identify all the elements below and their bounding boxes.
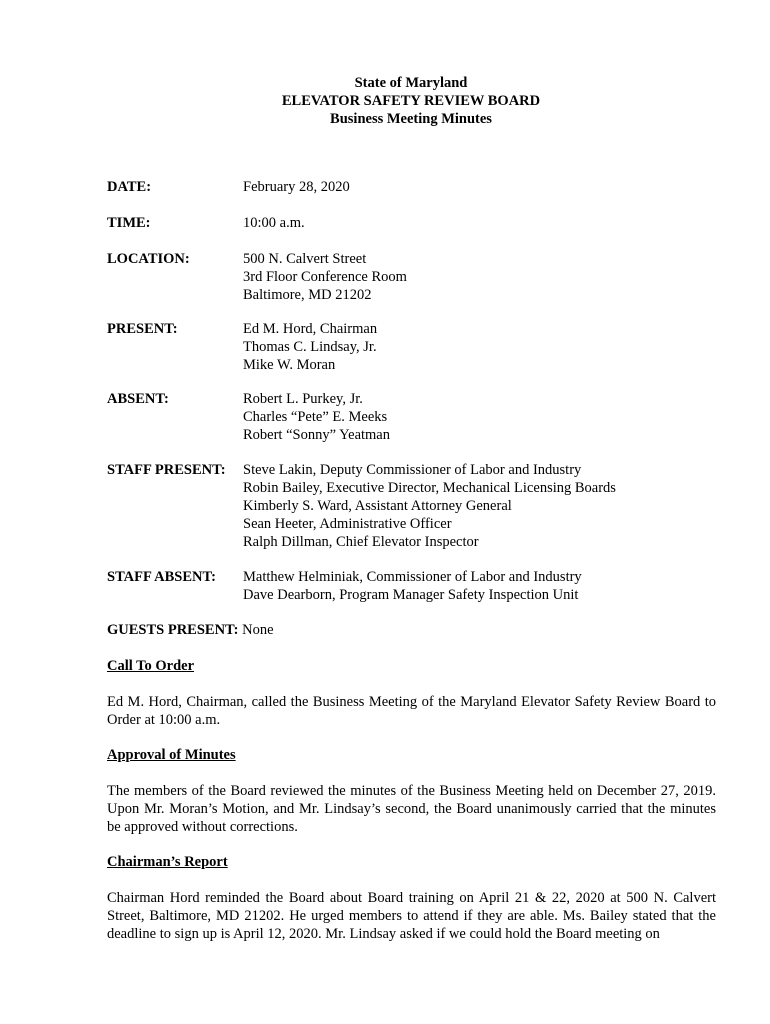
staff-absent-member: Dave Dearborn, Program Manager Safety Inspection Unit [243, 587, 579, 603]
field-date [107, 178, 727, 196]
approval-heading: Approval of Minutes [107, 747, 236, 763]
present-member: Mike W. Moran [243, 357, 336, 373]
field-staff-present [107, 461, 727, 551]
present-member: Thomas C. Lindsay, Jr. [243, 339, 377, 355]
staff-present-member: Robin Bailey, Executive Director, Mechanical Licensing Boards [243, 480, 616, 496]
field-location [107, 250, 727, 304]
absent-member: Robert “Sonny” Yeatman [243, 427, 390, 443]
absent-label: ABSENT: [107, 391, 169, 407]
absent-member: Charles “Pete” E. Meeks [243, 409, 388, 425]
staff-present-label: STAFF PRESENT: [107, 462, 226, 478]
present-member: Ed M. Hord, Chairman [243, 321, 378, 337]
header-title: Business Meeting Minutes [330, 111, 492, 127]
staff-absent-label: STAFF ABSENT: [107, 569, 216, 585]
chairman-report-body: Chairman Hord reminded the Board about Board training on April 21 & 22, 2020 at 500 N. Calvert Street, Baltimore, MD 21202. He urged members to attend if they are able. Ms. Bailey stated that the deadline to sign up is April 12, 2020. Mr. Lindsay asked if we could hold the Board meeting on [107, 890, 716, 942]
time-value: 10:00 a.m. [243, 215, 305, 231]
chairman-report-heading: Chairman’s Report [107, 854, 228, 870]
location-line: 3rd Floor Conference Room [243, 269, 407, 285]
staff-absent-member: Matthew Helminiak, Commissioner of Labor and Industry [243, 569, 582, 585]
header-state: State of Maryland [354, 75, 468, 91]
staff-present-member: Steve Lakin, Deputy Commissioner of Labor and Industry [243, 462, 582, 478]
staff-present-member: Sean Heeter, Administrative Officer [243, 516, 452, 532]
location-label: LOCATION: [107, 251, 190, 267]
field-staff-absent [107, 568, 727, 604]
absent-member: Robert L. Purkey, Jr. [243, 391, 363, 407]
present-label: PRESENT: [107, 321, 178, 337]
document-header [0, 74, 770, 128]
field-present [107, 320, 727, 374]
time-label: TIME: [107, 215, 151, 231]
approval-body: The members of the Board reviewed the minutes of the Business Meeting held on December 27, 2019. Upon Mr. Moran’s Motion, and Mr. Lindsay’s second, the Board unanimously carried that the minutes be approved without corrections. [107, 783, 716, 835]
staff-present-member: Ralph Dillman, Chief Elevator Inspector [243, 534, 479, 550]
field-absent [107, 390, 727, 444]
guests-label: GUESTS PRESENT: [107, 622, 239, 638]
call-to-order-body: Ed M. Hord, Chairman, called the Business Meeting of the Maryland Elevator Safety Review Board to Order at 10:00 a.m. [107, 694, 716, 728]
staff-present-member: Kimberly S. Ward, Assistant Attorney General [243, 498, 512, 514]
date-label: DATE: [107, 179, 152, 195]
field-time [107, 214, 727, 232]
guests-value: None [242, 622, 274, 638]
header-board: ELEVATOR SAFETY REVIEW BOARD [281, 93, 541, 109]
date-value: February 28, 2020 [243, 179, 350, 195]
guests-present [107, 621, 274, 639]
location-line: Baltimore, MD 21202 [243, 287, 372, 303]
location-line: 500 N. Calvert Street [243, 251, 367, 267]
call-to-order-heading: Call To Order [107, 658, 195, 674]
